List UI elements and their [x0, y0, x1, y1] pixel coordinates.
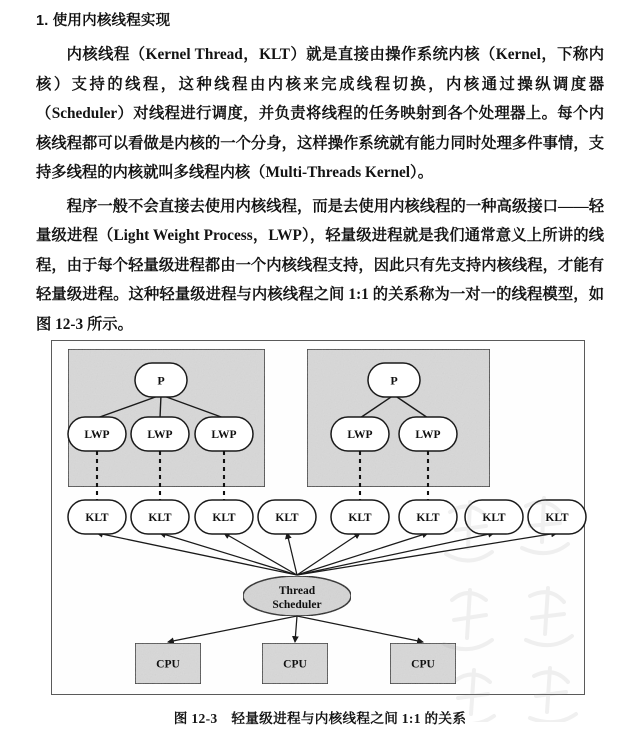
lwp-node: [399, 417, 457, 451]
article-text-block: [0, 0, 640, 339]
klt-scheduler-link: [160, 533, 297, 575]
klt-node: [465, 500, 523, 534]
klt-node-label: KLT: [482, 512, 506, 525]
klt-scheduler-link: [97, 533, 297, 575]
scheduler-cpu-link: [168, 616, 297, 642]
process-node-label: P: [157, 373, 165, 388]
thread-scheduler-label-line2: Scheduler: [272, 599, 322, 611]
klt-node: [331, 500, 389, 534]
lwp-node: [131, 417, 189, 451]
process-group-1: [68, 349, 265, 487]
cpu-box: [262, 643, 328, 684]
lwp-node: [331, 417, 389, 451]
figure-12-3: [0, 332, 640, 734]
klt-node: [528, 500, 586, 534]
klt-node: [258, 500, 316, 534]
cpu-box-label: CPU: [156, 658, 180, 671]
thread-scheduler-layer: [243, 576, 351, 616]
klt-scheduler-link: [224, 533, 297, 575]
paragraph-2: 程序一般不会直接去使用内核线程，而是去使用内核线程的一种高级接口——轻量级进程（Light Weight Process，LWP），轻量级进程就是我们通常意义上所讲的线程，由于每个轻量级进程都由一个内核线程支持，因此只有先支持内核线程，才能有轻量级进程。这种轻量级进程与内核线程之间 1:1 的关系称为一对一的线程模型，如图 12-3 所示。: [36, 197, 604, 333]
klt-node: [195, 500, 253, 534]
thread-scheduler-label-line1: Thread: [278, 585, 316, 597]
process-group-1-process-node: [135, 363, 187, 397]
scheduler-cpu-link: [297, 616, 423, 642]
klt-node-label: KLT: [348, 512, 372, 525]
process-group-1-process-lwp-link: [160, 395, 161, 418]
lwp-node: [195, 417, 253, 451]
lwp-node-label: LWP: [84, 429, 110, 442]
lwp-node-label: LWP: [147, 429, 173, 442]
klt-node-label: KLT: [416, 512, 440, 525]
klt-nodes-layer: [68, 500, 586, 534]
klt-node-label: KLT: [275, 512, 299, 525]
scheduler-cpu-link: [295, 616, 297, 642]
klt-node-label: KLT: [545, 512, 569, 525]
lwp-node-label: LWP: [415, 429, 441, 442]
process-node-label: P: [390, 373, 398, 388]
process-groups-layer: [68, 349, 490, 487]
figure-diagram: [0, 332, 640, 734]
klt-node: [68, 500, 126, 534]
lwp-node-label: LWP: [211, 429, 237, 442]
paragraph-1: 内核线程（Kernel Thread，KLT）就是直接由操作系统内核（Kernel，下称内核）支持的线程，这种线程由内核来完成线程切换，内核通过操纵调度器（Scheduler）对线程进行调度，并负责将线程的任务映射到各个处理器上。每个内核线程都可以看做是内核的一个分身，这样操作系统就有能力同时处理多件事情，支持多线程的内核就叫多线程内核（Multi-Threads Kernel）。: [36, 46, 604, 181]
cpu-box: [390, 643, 456, 684]
lwp-node-label: LWP: [347, 429, 373, 442]
process-group-2-process-node: [368, 363, 420, 397]
thread-scheduler-node: [243, 576, 351, 616]
klt-node-label: KLT: [85, 512, 109, 525]
lwp-node: [68, 417, 126, 451]
section-heading: 1. 使用内核线程实现: [36, 13, 171, 29]
cpu-box: [135, 643, 201, 684]
klt-node: [399, 500, 457, 534]
klt-scheduler-link: [287, 533, 297, 575]
cpu-box-label: CPU: [283, 658, 307, 671]
klt-node: [131, 500, 189, 534]
klt-scheduler-link: [297, 533, 494, 575]
cpu-box-label: CPU: [411, 658, 435, 671]
cpu-boxes-layer: [135, 616, 456, 684]
klt-node-label: KLT: [148, 512, 172, 525]
process-group-2: [307, 349, 490, 487]
klt-scheduler-link: [297, 533, 428, 575]
klt-scheduler-link: [297, 533, 557, 575]
figure-caption: 图 12-3 轻量级进程与内核线程之间 1:1 的关系: [173, 711, 467, 726]
klt-node-label: KLT: [212, 512, 236, 525]
